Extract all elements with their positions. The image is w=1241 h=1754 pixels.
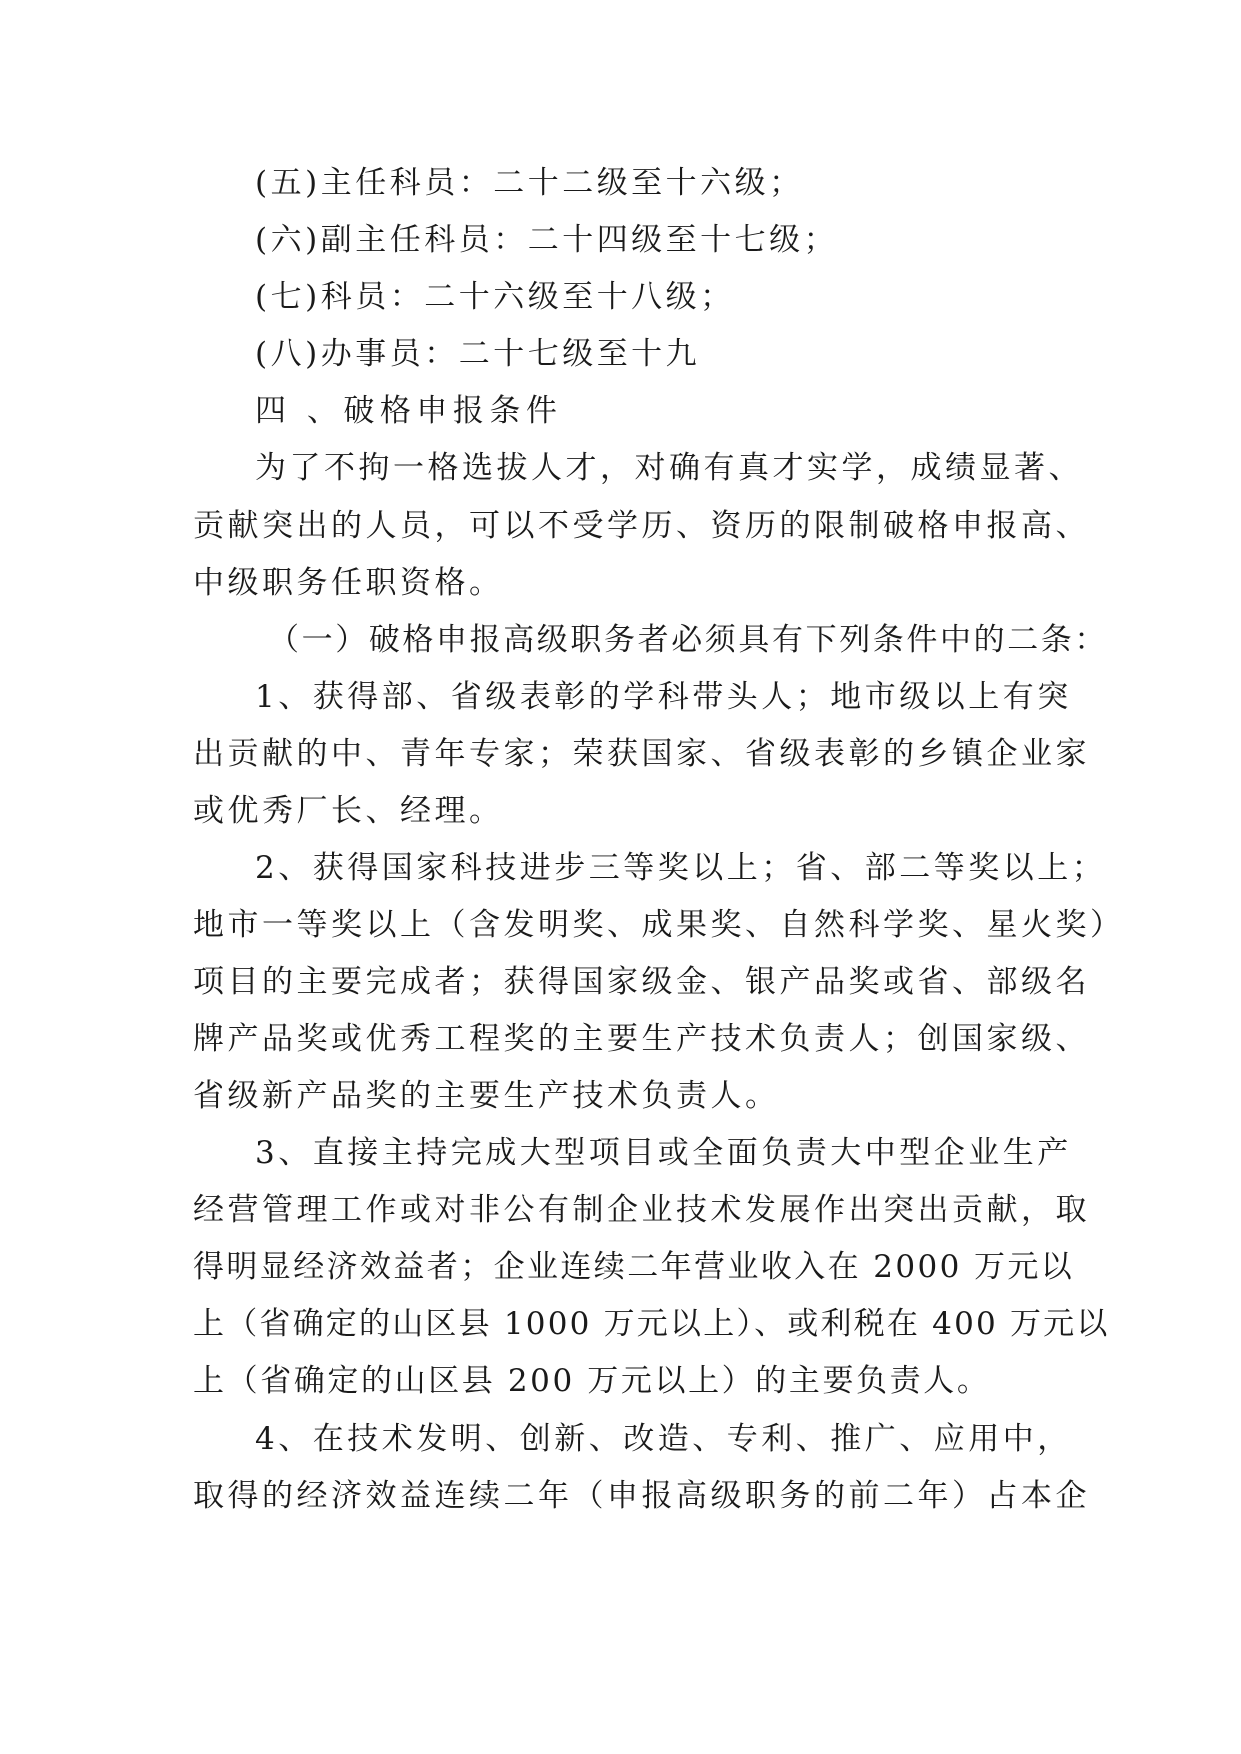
paragraph-line: 上（省确定的山区县 200 万元以上）的主要负责人。 [193,1363,991,1399]
text-line-grade-6: (六)副主任科员：二十四级至十七级； [255,222,839,258]
paragraph-line: 中级职务任职资格。 [193,565,504,601]
text-line-grade-8: (八)办事员：二十七级至十九 [255,336,701,372]
paragraph-line: 项目的主要完成者；获得国家级金、银产品奖或省、部级名 [193,964,1090,1000]
paragraph-line: 牌产品奖或优秀工程奖的主要生产技术负责人；创国家级、 [193,1021,1090,1057]
paragraph-line: 贡献突出的人员，可以不受学历、资历的限制破格申报高、 [193,508,1090,544]
paragraph-line: 1、获得部、省级表彰的学科带头人；地市级以上有突 [255,679,1072,715]
paragraph-line: 4、在技术发明、创新、改造、专利、推广、应用中， [255,1421,1072,1457]
paragraph-line: 地市一等奖以上（含发明奖、成果奖、自然科学奖、星火奖） [193,907,1125,943]
paragraph-line: 省级新产品奖的主要生产技术负责人。 [193,1078,780,1114]
paragraph-line: 上（省确定的山区县 1000 万元以上）、或利税在 400 万元以 [193,1306,1110,1342]
paragraph-line: 经营管理工作或对非公有制企业技术发展作出突出贡献，取 [193,1192,1090,1228]
section-heading: 四 、破格申报条件 [255,393,563,429]
paragraph-line: 或优秀厂长、经理。 [193,793,504,829]
text-line-grade-7: (七)科员：二十六级至十八级； [255,279,735,315]
paragraph-line: 出贡献的中、青年专家；荣获国家、省级表彰的乡镇企业家 [193,736,1090,772]
paragraph-line: 2、获得国家科技进步三等奖以上；省、部二等奖以上； [255,850,1107,886]
paragraph-line: 得明显经济效益者；企业连续二年营业收入在 2000 万元以 [193,1249,1075,1285]
paragraph-line: 3、直接主持完成大型项目或全面负责大中型企业生产 [255,1135,1072,1171]
paragraph-line: 取得的经济效益连续二年（申报高级职务的前二年）占本企 [193,1478,1090,1514]
paragraph-line: 为了不拘一格选拔人才，对确有真才实学，成绩显著、 [255,450,1083,486]
subsection-heading: （一）破格申报高级职务者必须具有下列条件中的二条： [268,622,1108,658]
text-line-grade-5: (五)主任科员：二十二级至十六级； [255,165,804,201]
